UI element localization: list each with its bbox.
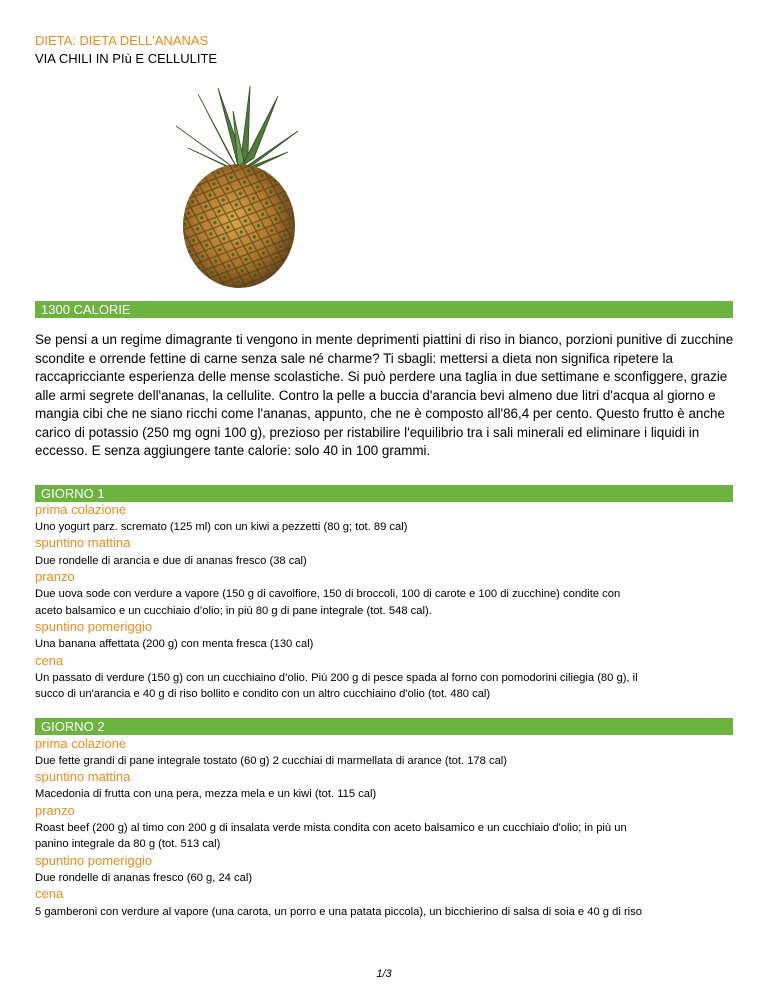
day-1-lunch-text-2: aceto balsamico e un cucchiaio d’olio; in più 80 g di pane integrale (tot. 548 cal). <box>35 605 432 617</box>
day-1-lunch-text-1: Due uova sode con verdure a vapore (150 g di cavolfiore, 150 di broccoli, 100 di carote e 100 di zucchine) condite con <box>35 588 621 600</box>
day-1-morning-snack-text: Due rondelle di arancia e due di ananas fresco (38 cal) <box>35 555 307 567</box>
pineapple-image <box>138 86 338 291</box>
day-1-dinner-text-1: Un passato di verdure (150 g) con un cucchiaino d’olio. Più 200 g di pesce spada al forno con pomodorini ciliegia (80 g), il <box>35 672 638 684</box>
day-1-bar: GIORNO 1 <box>35 485 733 502</box>
day-1-meal-dinner: cena <box>35 653 64 668</box>
day-2-meal-lunch: pranzo <box>35 803 75 818</box>
day-2-meal-breakfast: prima colazione <box>35 736 127 751</box>
day-2-lunch-text-2: panino integrale da 80 g (tot. 513 cal) <box>35 838 221 850</box>
day-2-dinner-text-1: 5 gamberoni con verdure al vapore (una carota, un porro e una patata piccola), un bicchierino di salsa di soia e 40 g di riso <box>35 906 642 918</box>
day-1-breakfast-text: Uno yogurt parz. scremato (125 ml) con un kiwi a pezzetti (80 g; tot. 89 cal) <box>35 521 408 533</box>
document-subtitle: VIA CHILI IN PIù E CELLULITE <box>35 51 218 66</box>
day-1-dinner-text-2: succo di un'arancia e 40 g di riso bollito e condito con un altro cucchiaino d'olio (tot. 480 cal) <box>35 688 491 700</box>
day-1-afternoon-snack-text: Una banana affettata (200 g) con menta fresca (130 cal) <box>35 638 314 650</box>
day-2-breakfast-text: Due fette grandi di pane integrale tostato (60 g) 2 cucchiai di marmellata di arance (tot. 178 cal) <box>35 755 507 767</box>
document-title: DIETA: DIETA DELL'ANANAS <box>35 33 209 48</box>
day-1-meal-lunch: pranzo <box>35 569 75 584</box>
day-2-afternoon-snack-text: Due rondelle di ananas fresco (60 g, 24 cal) <box>35 872 253 884</box>
day-2-lunch-text-1: Roast beef (200 g) al timo con 200 g di insalata verde mista condita con aceto balsamico e un cucchiaio d'olio; in più un <box>35 822 627 834</box>
day-1-meal-afternoon-snack: spuntino pomeriggio <box>35 619 153 634</box>
day-2-meal-dinner: cena <box>35 886 64 901</box>
day-1-meal-breakfast: prima colazione <box>35 502 127 517</box>
day-2-meal-afternoon-snack: spuntino pomeriggio <box>35 853 153 868</box>
day-1-meal-morning-snack: spuntino mattina <box>35 535 131 550</box>
intro-paragraph: Se pensi a un regime dimagrante ti vengono in mente deprimenti piattini di riso in bianco, porzioni punitive di zucchine scondite e orrende fettine di carne senza sale né charme? Ti sbagli: mettersi a dieta non significa ripetere la raccapricciante esperienza delle mense scolastiche. Si può perdere una taglia in due settimane e sconfiggere, grazie alle armi segrete dell'ananas, la cellulite. Contro la pelle a buccia d'arancia bevi almeno due litri d'acqua al giorno e mangia cibi che ne siano ricchi come l'ananas, appunto, che ne è composto all'86,4 per cento. Questo frutto è anche carico di potassio (250 mg ogni 100 g), prezioso per ristabilire l'equilibrio tra i sali minerali ed eliminare i liquidi in eccesso. E senza aggiungere tante calorie: solo 40 in 100 grammi. <box>35 332 734 458</box>
day-2-meal-morning-snack: spuntino mattina <box>35 769 131 784</box>
day-2-morning-snack-text: Macedonia di frutta con una pera, mezza mela e un kiwi (tot. 115 cal) <box>35 788 377 800</box>
calories-bar: 1300 CALORIE <box>35 301 733 318</box>
day-2-bar: GIORNO 2 <box>35 718 733 735</box>
page-number: 1/3 <box>376 968 392 980</box>
